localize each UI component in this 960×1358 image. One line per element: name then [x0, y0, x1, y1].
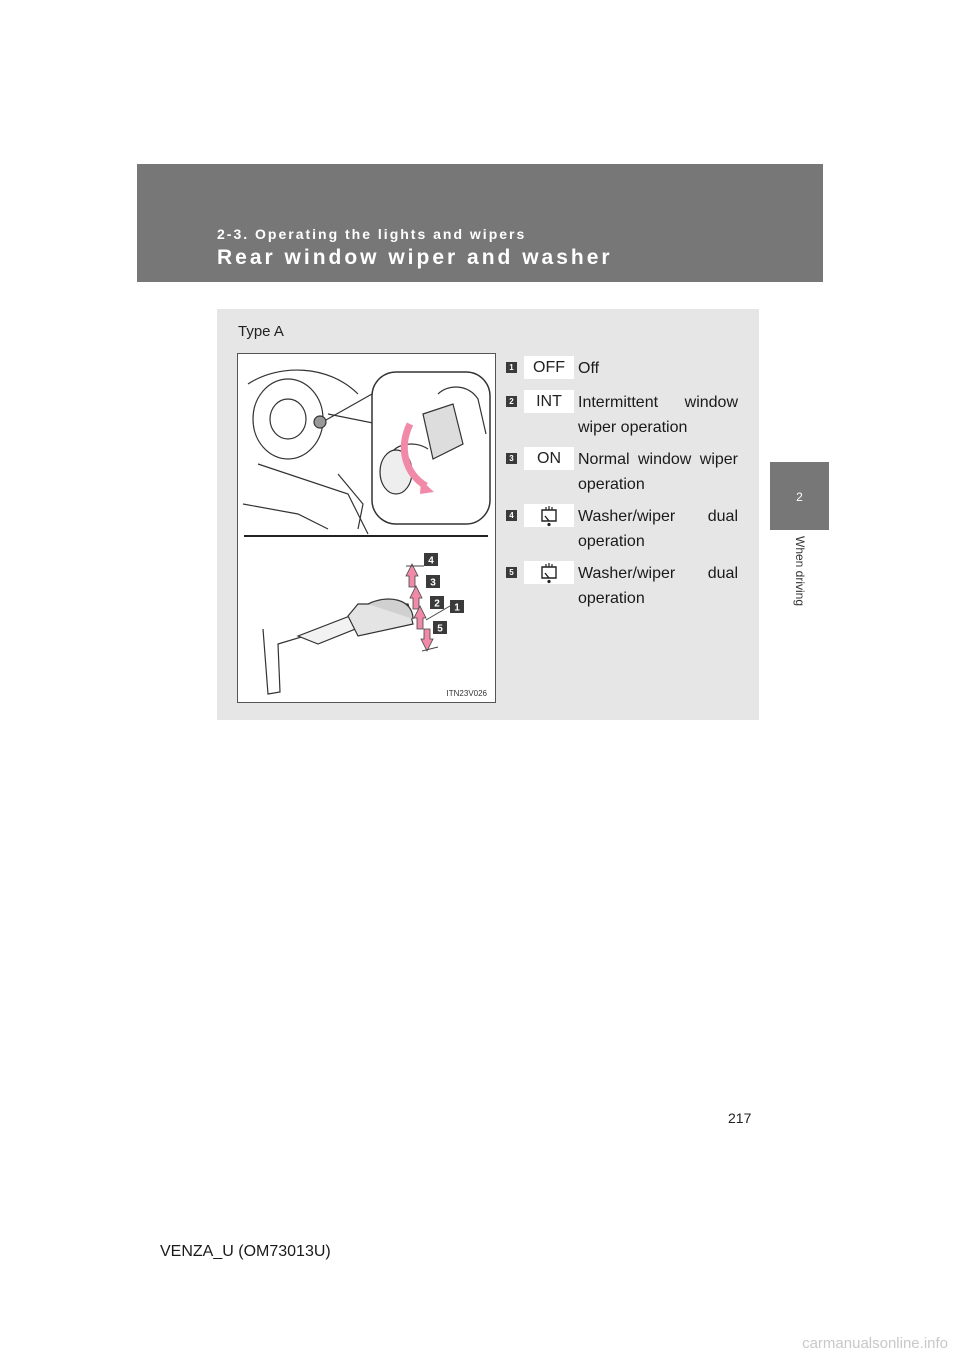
item-description: Washer/wiper dual operation — [578, 508, 738, 550]
item-badge: 1 — [506, 362, 517, 373]
footer-code: VENZA_U (OM73013U) — [160, 1243, 331, 1260]
switch-symbol — [524, 561, 574, 584]
page-number: 217 — [728, 1110, 752, 1126]
switch-symbol: OFF — [524, 356, 574, 379]
callout-3: 3 — [430, 577, 436, 589]
page-title: Rear window wiper and washer — [217, 246, 613, 269]
callout-5: 5 — [437, 623, 443, 635]
wiper-lever-illustration — [237, 353, 496, 703]
item-badge: 4 — [506, 510, 517, 521]
item-description: Washer/wiper dual operation — [578, 565, 738, 607]
item-description: Normal window wiper operation — [578, 451, 738, 493]
item-badge: 3 — [506, 453, 517, 464]
figure-id: ITN23V026 — [446, 689, 487, 698]
switch-symbol — [524, 504, 574, 527]
callout-4: 4 — [428, 555, 434, 567]
item-description: Intermittent window wiper operation — [578, 394, 738, 436]
illustration-drawing — [238, 354, 495, 702]
item-badge: 2 — [506, 396, 517, 407]
callout-1: 1 — [454, 602, 460, 614]
chapter-label: When driving — [793, 536, 807, 607]
chapter-number: 2 — [796, 490, 803, 504]
watermark: carmanualsonline.info — [802, 1335, 948, 1352]
type-label: Type A — [238, 323, 284, 340]
rear-washer-icon — [539, 505, 559, 527]
item-badge: 5 — [506, 567, 517, 578]
switch-symbol: INT — [524, 390, 574, 413]
rear-washer-icon — [539, 562, 559, 584]
item-description: Off — [578, 360, 600, 377]
chapter-header — [137, 164, 823, 282]
section-label: 2-3. Operating the lights and wipers — [217, 226, 527, 242]
chapter-tab — [770, 462, 829, 530]
content-panel — [217, 309, 759, 720]
switch-symbol: ON — [524, 447, 574, 470]
callout-2: 2 — [434, 598, 440, 610]
